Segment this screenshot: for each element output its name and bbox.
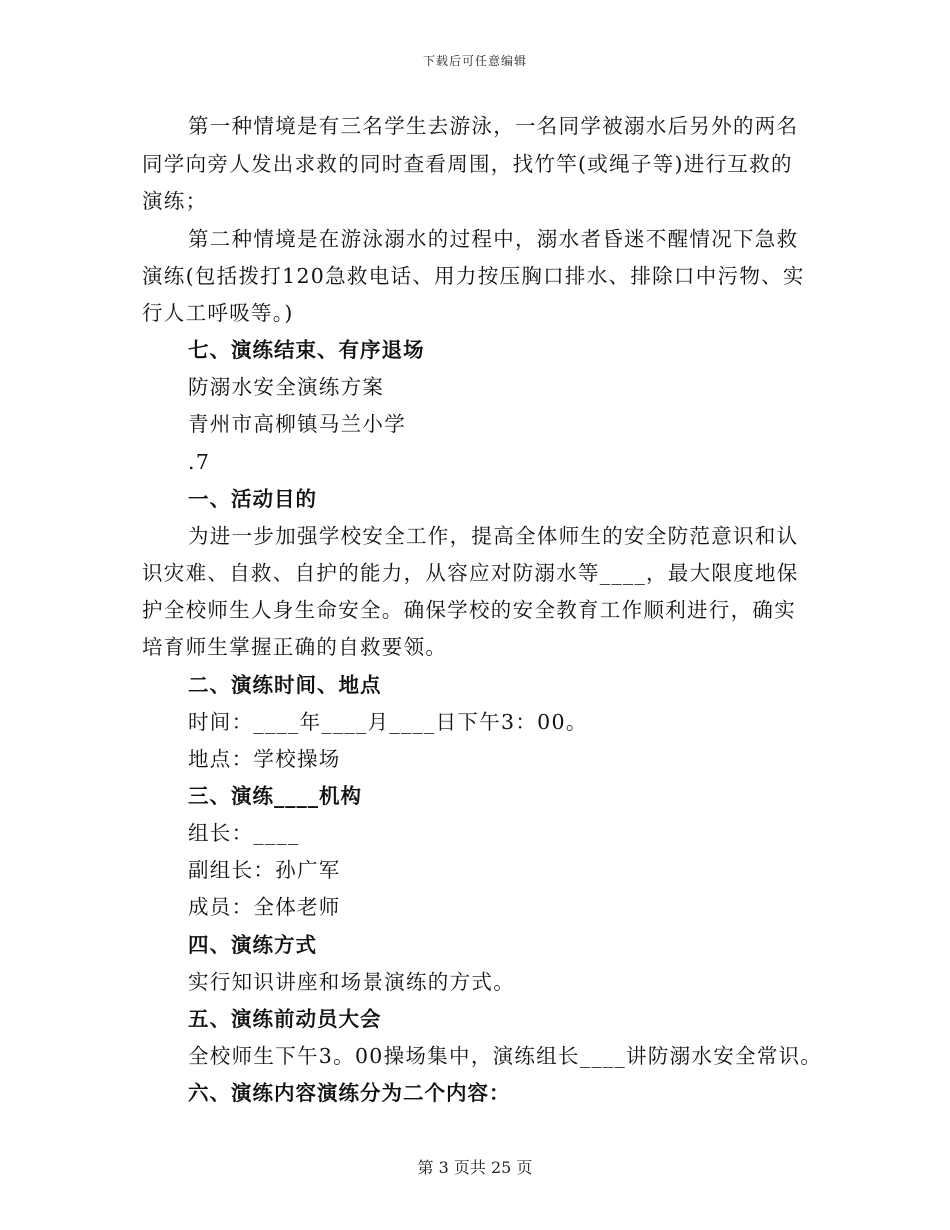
- section-heading: 二、演练时间、地点: [188, 673, 382, 697]
- section-heading: 六、演练内容演练分为二个内容：: [188, 1081, 511, 1105]
- paragraph-line: 成员：全体老师: [188, 895, 341, 919]
- paragraph-line: 护全校师生人身生命安全。确保学校的安全教育工作顺利进行，确实: [142, 598, 796, 622]
- paragraph-line: 演练(包括拨打120急救电话、用力按压胸口排水、排除口中污物、实: [142, 264, 805, 288]
- paragraph-line: 识灾难、自救、自护的能力，从容应对防溺水等____，最大限度地保: [142, 561, 799, 585]
- section-heading: 三、演练____机构: [188, 784, 362, 808]
- paragraph-line: 第一种情境是有三名学生去游泳，一名同学被溺水后另外的两名: [188, 114, 799, 138]
- doc-title: 防溺水安全演练方案: [188, 375, 385, 399]
- section-heading: 一、活动目的: [188, 487, 317, 511]
- paragraph-line: 实行知识讲座和场景演练的方式。: [188, 970, 515, 994]
- school-name: 青州市高柳镇马兰小学: [188, 412, 406, 436]
- section-heading: 四、演练方式: [188, 933, 317, 957]
- paragraph-line: 同学向旁人发出求救的同时查看周围，找竹竿(或绳子等)进行互救的: [142, 152, 793, 176]
- section-heading: 五、演练前动员大会: [188, 1007, 382, 1031]
- paragraph-line: 时间：____年____月____日下午3：00。: [188, 710, 588, 734]
- section-heading: 七、演练结束、有序退场: [188, 338, 425, 362]
- page-footer: 第 3 页共 25 页: [417, 1158, 533, 1177]
- paragraph-line: 全校师生下午3。00操场集中，演练组长____讲防溺水安全常识。: [188, 1044, 823, 1068]
- paragraph-line: 演练；: [142, 189, 208, 213]
- paragraph-line: 第二种情境是在游泳溺水的过程中，溺水者昏迷不醒情况下急救: [188, 227, 799, 251]
- paragraph-line: 副组长：孙广军: [188, 858, 341, 882]
- page-header: 下载后可任意编辑: [422, 54, 527, 68]
- paragraph-line: 地点：学校操场: [188, 747, 341, 771]
- paragraph-line: 为进一步加强学校安全工作，提高全体师生的安全防范意识和认: [188, 524, 799, 548]
- paragraph-line: 培育师生掌握正确的自救要领。: [142, 635, 448, 659]
- paragraph-line: 行人工呼吸等。): [142, 301, 294, 325]
- date-line: .7: [188, 450, 211, 474]
- paragraph-line: 组长：____: [188, 821, 300, 845]
